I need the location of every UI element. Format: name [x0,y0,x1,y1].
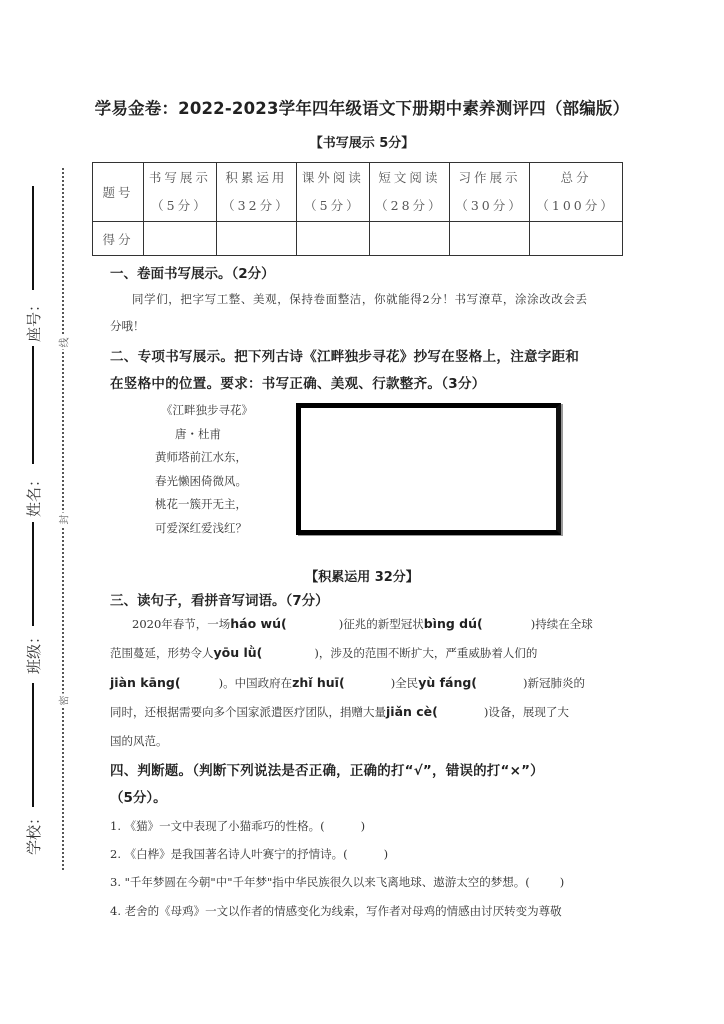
seal-char-mi: 密 [56,694,71,708]
col-name: 积累运用 [225,170,288,185]
q4-item-2 [110,846,388,862]
col-points: （28分） [375,198,444,213]
col-points: （30分） [455,198,524,213]
seal-char-feng: 封 [56,513,71,527]
col-accumulation [216,163,296,222]
score-table [92,162,623,256]
text: )设备，展现了大 [483,705,569,719]
item-close: ) [383,847,389,861]
col-points: （5分） [151,198,209,213]
col-writing [144,163,217,222]
col-name: 短文阅读 [378,170,441,185]
poem-author: 唐・杜甫 [175,426,221,441]
name-label: 姓名： [25,471,43,517]
col-extra-reading [296,163,369,222]
col-points: （32分） [222,198,291,213]
col-name: 课外阅读 [301,170,364,185]
pinyin-hao-wu: háo wú( [230,616,287,631]
q4-item-3 [110,874,564,890]
text: )。中国政府在 [218,676,293,690]
seat-fill-line[interactable] [32,186,34,290]
q2-heading-line1: 二、专项书写展示。把下列古诗《江畔独步寻花》抄写在竖格上，注意字距和 [110,349,580,365]
poem-writing-box[interactable] [296,403,561,535]
poem-line: 黄师塔前江水东， [155,450,247,464]
text: )新冠肺炎的 [523,676,586,690]
col-name: 总分 [560,170,592,185]
col-name: 书写展示 [148,170,211,185]
name-fill-line[interactable] [32,346,34,464]
item-text: 老舍的《母鸡》一文以作者的情感变化为线索，写作者对母鸡的情感由讨厌转变为尊敬 [124,904,562,918]
col-name: 习作展示 [458,170,521,185]
poem-line: 桃花一簇开无主， [155,497,247,511]
text: )持续在全球 [530,617,593,631]
row-label-question-no: 题号 [93,163,144,222]
col-composition [449,163,529,222]
poem-line: 可爱深红爱浅红？ [155,520,247,535]
item-number: 3. [110,875,121,889]
q2-heading-line2: 在竖格中的位置。要求：书写正确、美观、行款整齐。（3分） [110,376,486,392]
score-table-header-row [93,163,623,222]
item-close: ) [360,819,366,833]
score-cell-accumulation[interactable] [216,222,296,256]
col-short-reading [369,163,449,222]
section-header-accumulation: 【积累运用 32分】 [305,570,419,585]
q3-heading: 三、读句子，看拼音写词语。（7分） [110,593,329,609]
poem [155,402,275,543]
q4-item-1 [110,818,365,834]
q1-text-line2: 分哦！ [110,319,145,333]
poem-title: 《江畔独步寻花》 [161,403,253,417]
class-label: 班级： [25,628,43,674]
pinyin-yu-fang: yù fáng( [418,675,478,690]
score-table-score-row [93,222,623,256]
text: 2020年春节，一场 [132,617,231,631]
school-fill-line[interactable] [32,683,34,807]
col-total [530,163,623,222]
item-text: 《白桦》是我国著名诗人叶赛宁的抒情诗。( [124,847,348,861]
school-label: 学校： [25,809,43,855]
item-number: 2. [110,847,121,861]
section-header-writing: 【书写展示 5分】 [309,136,415,151]
item-text: "千年梦圆在今朝"中"千年梦"指中华民族很久以来飞离地球、遨游太空的梦想。( [124,875,530,889]
pinyin-you-lv: yōu lǜ( [213,645,263,660]
q4-heading-line2: （5分）。 [110,790,167,806]
q4-item-4 [110,903,562,919]
q1-text-line1: 同学们，把字写工整、美观，保持卷面整洁，你就能得2分！书写潦草，涂涂改改会丢 [132,292,588,306]
score-cell-writing[interactable] [144,222,217,256]
pinyin-zhi-hui: zhǐ huī( [292,675,345,690]
item-number: 1. [110,819,121,833]
q3-line3 [110,675,585,691]
score-cell-extra-reading[interactable] [296,222,369,256]
text: )全民 [390,676,419,690]
text: 范围蔓延，形势令人 [110,646,214,660]
score-cell-composition[interactable] [449,222,529,256]
q3-line4 [110,704,569,720]
poem-line: 春光懒困倚微风。 [155,473,247,488]
seal-char-xian: 线 [56,336,71,350]
item-number: 4. [110,904,121,918]
score-cell-short-reading[interactable] [369,222,449,256]
row-label-score: 得分 [93,222,144,256]
exam-title: 学易金卷：2022-2023学年四年级语文下册期中素养测评四（部编版） [94,99,630,118]
q3-line5: 国的风范。 [110,734,168,748]
item-close: ) [559,875,565,889]
q3-line2 [110,645,537,661]
col-points: （100分） [536,198,616,213]
pinyin-jian-ce: jiǎn cè( [386,704,438,719]
pinyin-bing-du: bìng dú( [423,616,483,631]
q1-heading: 一、卷面书写展示。（2分） [110,266,275,282]
score-cell-total[interactable] [530,222,623,256]
pinyin-jian-kang: jiàn kāng( [110,675,181,690]
item-text: 《猫》一文中表现了小猫乖巧的性格。( [124,819,325,833]
q4-heading-line1: 四、判断题。（判断下列说法是否正确，正确的打“√”，错误的打“×”） [110,763,544,779]
q3-line1 [132,616,593,632]
seat-label: 座号： [25,296,43,342]
text: 同时，还根据需要向多个国家派遣医疗团队，捐赠大量 [110,705,386,719]
text: )，涉及的范围不断扩大，严重威胁着人们的 [314,646,538,660]
text: )征兆的新型冠状 [338,617,424,631]
col-points: （5分） [304,198,362,213]
